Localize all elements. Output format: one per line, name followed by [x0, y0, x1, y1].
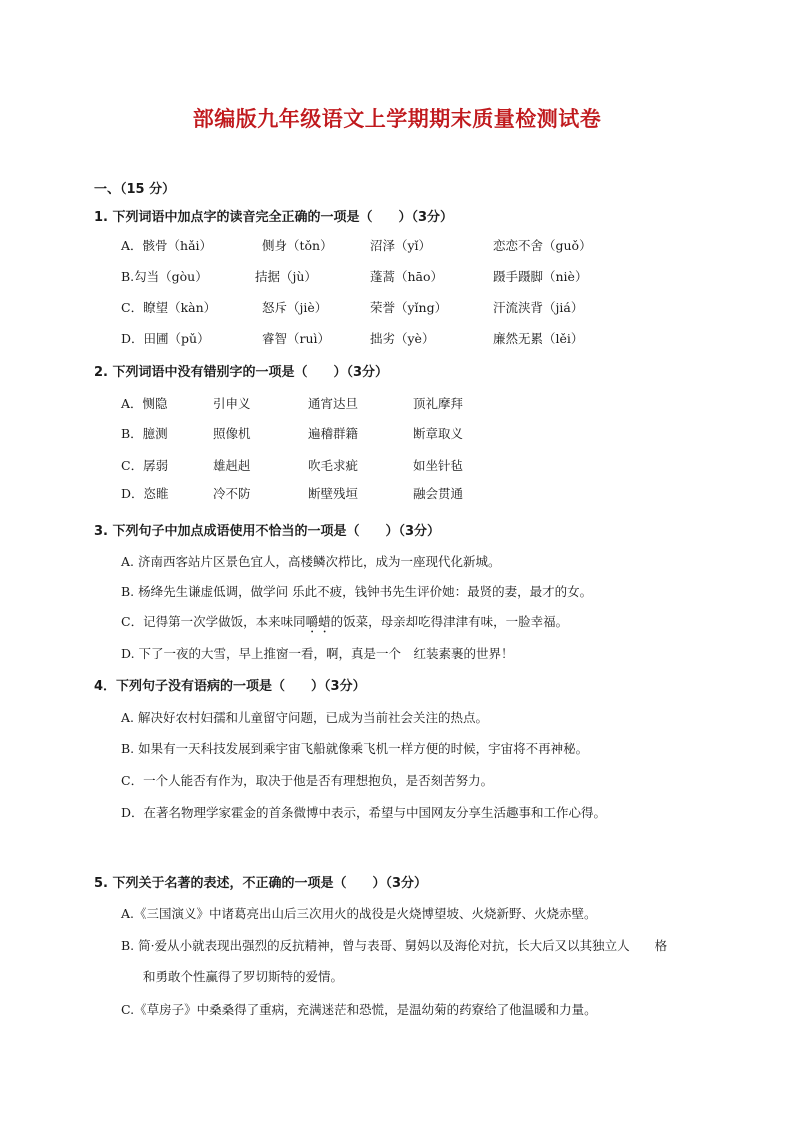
page-title: 部编版九年级语文上学期期末质量检测试卷: [192, 107, 602, 131]
question-5-option-b-continued: 和勇敢个性赢得了罗切斯特的爱情。: [143, 969, 344, 984]
option-text: 蓬蒿（hāo）: [370, 269, 444, 284]
option-text: 侧身（tǒn）: [262, 238, 333, 253]
option-text: 廉然无累（lěi）: [493, 331, 584, 346]
option-text: 遍稽群籍: [308, 426, 359, 441]
option-text: 顶礼摩拜: [413, 396, 464, 411]
option-text: A．恻隐: [121, 396, 168, 411]
section-heading: 一、（15 分）: [94, 182, 176, 197]
option-text: 断壁残垣: [308, 486, 359, 501]
question-5-option-b: B. 简·爱从小就表现出强烈的反抗精神，曾与表哥、舅妈以及海伦对抗，长大后又以其独立人 格: [121, 938, 668, 953]
question-5-option-a: A.《三国演义》中诸葛亮出山后三次用火的战役是火烧博望坡、火烧新野、火烧赤壁。: [121, 906, 597, 921]
option-text: C．记得第一次学做饭，本来味同: [121, 614, 306, 629]
question-4-option-d: D．在著名物理学家霍金的首条微博中表示，希望与中国网友分享生活趣事和工作心得。: [121, 805, 607, 820]
option-text: C．瞭望（kàn）: [121, 300, 217, 315]
option-text: A．骸骨（hǎi）: [121, 238, 213, 253]
question-4-option-b: B. 如果有一天科技发展到乘宇宙飞船就像乘飞机一样方便的时候，宇宙将不再神秘。: [121, 741, 589, 756]
option-text: 吹毛求疵: [308, 458, 359, 473]
option-text: 睿智（ruì）: [262, 331, 331, 346]
option-text: 冷不防: [213, 486, 251, 501]
option-text: B.勾当（gòu）: [121, 269, 208, 284]
option-text: 如坐针毡: [413, 458, 464, 473]
option-text: D．田圃（pǔ）: [121, 331, 210, 346]
option-text: 融会贯通: [413, 486, 464, 501]
option-text: 的饭菜，母亲却吃得津津有味，一脸幸福。: [330, 614, 569, 629]
dotted-phrase: 嚼蜡: [305, 614, 331, 629]
option-text: C．孱弱: [121, 458, 169, 473]
option-text: 引申义: [213, 396, 251, 411]
option-text: 拮据（jù）: [255, 269, 317, 284]
option-text: 雄赳赳: [213, 458, 251, 473]
option-text: 恋恋不舍（guǒ）: [493, 238, 592, 253]
option-text: 荣誉（yǐng）: [370, 300, 448, 315]
question-5-option-c: C.《草房子》中桑桑得了重病，充满迷茫和恐慌，是温幼菊的药寮给了他温暖和力量。: [121, 1002, 597, 1017]
question-4-option-a: A. 解决好农村妇孺和儿童留守问题，已成为当前社会关注的热点。: [121, 710, 488, 725]
question-1-stem: 1. 下列词语中加点字的读音完全正确的一项是（ ）（3分）: [94, 210, 454, 225]
question-4-stem: 4．下列句子没有语病的一项是（ ）（3分）: [94, 679, 366, 694]
option-text: 怒斥（jiè）: [262, 300, 328, 315]
option-text: 沼泽（yǐ）: [370, 238, 432, 253]
question-2-stem: 2. 下列词语中没有错别字的一项是（ ）（3分）: [94, 365, 389, 380]
option-text: 通宵达旦: [308, 396, 359, 411]
question-3-option-d: D. 下了一夜的大雪，早上推窗一看，啊，真是一个 红装素裹的世界！: [121, 646, 514, 661]
option-text: 拙劣（yè）: [370, 331, 435, 346]
question-3-option-b: B. 杨绛先生谦虚低调，做学问 乐此不疲，钱钟书先生评价她：最贤的妻，最才的女。: [121, 584, 593, 599]
question-3-stem: 3. 下列句子中加点成语使用不恰当的一项是（ ）（3分）: [94, 524, 441, 539]
option-text: 照像机: [213, 426, 251, 441]
option-text: 断章取义: [413, 426, 464, 441]
question-4-option-c: C．一个人能否有作为，取决于他是否有理想抱负，是否刻苦努力。: [121, 773, 494, 788]
option-text: B．臆测: [121, 426, 168, 441]
question-3-option-c: [121, 612, 568, 636]
question-3-option-a: A. 济南西客站片区景色宜人，高楼鳞次栉比，成为一座现代化新城。: [121, 554, 501, 569]
option-text: 汗流浃背（jiá）: [493, 300, 584, 315]
question-5-stem: 5. 下列关于名著的表述，不正确的一项是（ ）（3分）: [94, 876, 428, 891]
option-text: 蹑手蹑脚（niè）: [493, 269, 588, 284]
option-text: D．恣睢: [121, 486, 169, 501]
